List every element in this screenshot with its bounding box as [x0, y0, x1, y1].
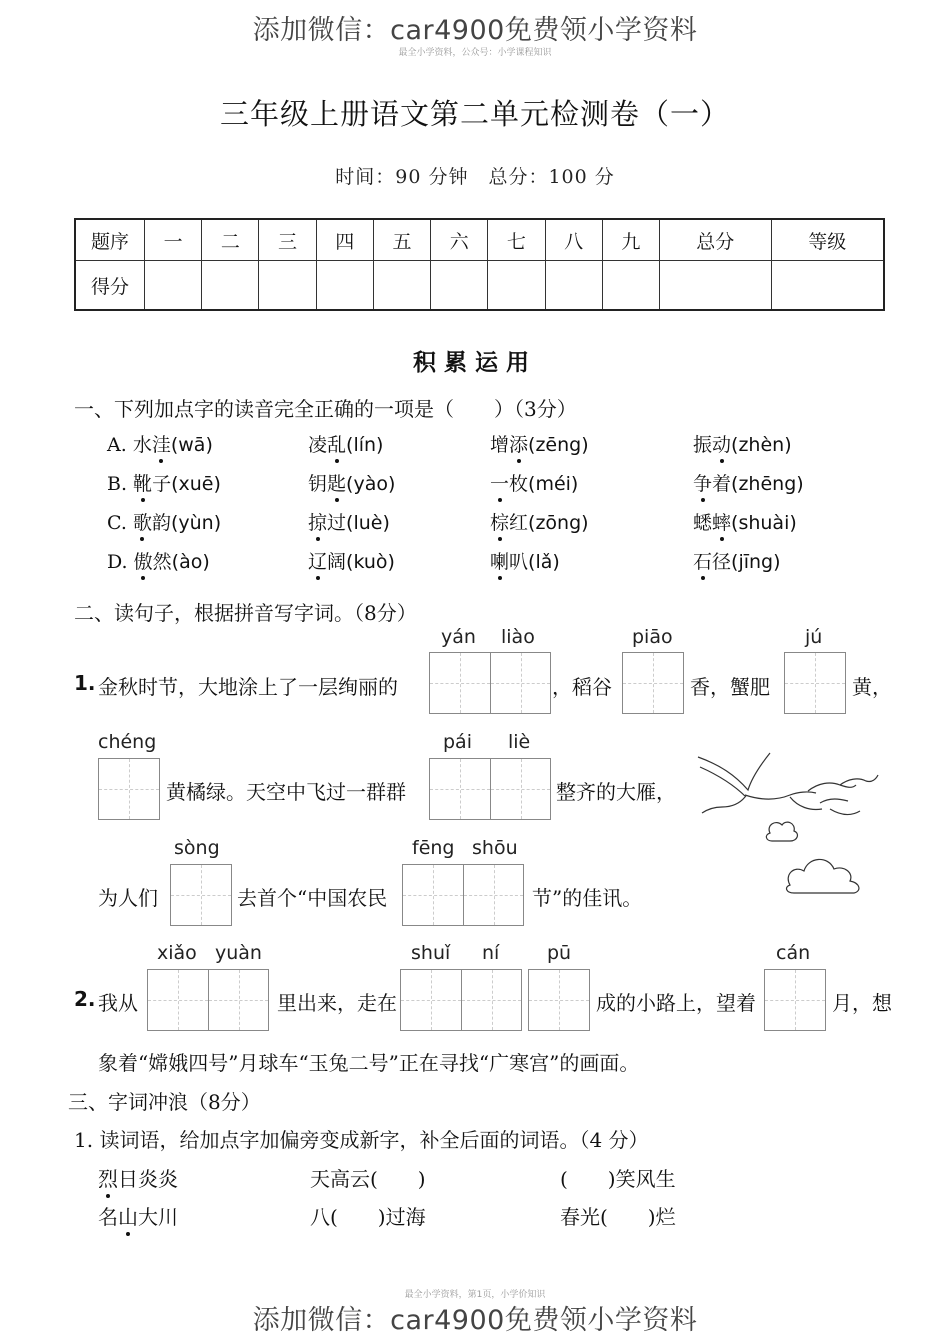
q2-text: 节”的佳讯。 [532, 886, 643, 910]
char-grid-1[interactable] [98, 758, 160, 820]
q1-option [693, 430, 792, 457]
dotted-char: 山 [118, 1205, 138, 1229]
q3-sub1: 1. 读词语，给加点字加偏旁变成新字，补全后面的词语。（4 分） [74, 1128, 649, 1152]
word-part: 增 [490, 434, 510, 456]
q1-option [490, 430, 589, 457]
pinyin-ju: jú [805, 626, 823, 648]
pinyin-yuan: yuàn [215, 942, 262, 964]
score-cell[interactable] [145, 261, 202, 311]
pinyin-reading: (shuài) [731, 512, 797, 534]
q3-word-pre: 名 [98, 1205, 118, 1229]
watermark-top: 添加微信：car4900免费领小学资料 [252, 15, 698, 46]
pinyin-reading: (zōng) [528, 512, 589, 534]
q1-option [107, 547, 210, 574]
q2-item-2-number: 2. [74, 987, 96, 1011]
q1-title: 一、下列加点字的读音完全正确的一项是（ ）（3分） [74, 397, 577, 421]
dotted-char: 傲 [133, 551, 153, 573]
dotted-char: 争 [693, 473, 713, 495]
word-part: 振 [693, 434, 713, 456]
pinyin-cheng: chéng [98, 731, 157, 753]
char-grid-1[interactable] [528, 969, 590, 1031]
page-title: 三年级上册语文第二单元检测卷（一） [219, 97, 730, 131]
pinyin-reading: (méi) [528, 473, 579, 495]
q3-blank-item[interactable]: 八( )过海 [310, 1205, 426, 1229]
pinyin-piao: piāo [632, 626, 673, 648]
q3-word-rest: 大川 [138, 1205, 178, 1229]
pinyin-reading: (yùn) [170, 512, 222, 534]
pinyin-feng: fēng [412, 837, 455, 859]
goose-icon [830, 809, 860, 815]
score-cell[interactable] [373, 261, 430, 311]
word-part: 子 [152, 473, 172, 495]
char-grid-1[interactable] [764, 969, 826, 1031]
pinyin-reading: (zēng) [528, 434, 589, 456]
word-part: 过 [327, 512, 347, 534]
q1-option [308, 430, 383, 457]
option-letter: A. [107, 434, 133, 456]
char-grid-2[interactable] [429, 652, 551, 714]
score-table-header-cell: 一 [145, 219, 202, 261]
score-table-score-row [75, 261, 884, 311]
dotted-char: 歌 [132, 512, 152, 534]
option-letter: D. [107, 551, 134, 573]
q2-text: 为人们 [98, 886, 158, 910]
q2-item-1-number: 1. [74, 671, 96, 695]
dotted-char: 一 [490, 473, 510, 495]
cloud-icon [787, 859, 859, 893]
score-table-header-cell: 总分 [659, 219, 771, 261]
score-table-header-label: 题序 [75, 219, 145, 261]
dotted-char: 烈 [98, 1167, 118, 1191]
pinyin-xiao: xiǎo [157, 942, 197, 964]
exam-meta: 时间：90 分钟 总分：100 分 [335, 166, 615, 188]
q3-blank-item[interactable]: ( )笑风生 [560, 1167, 676, 1191]
pinyin-pai: pái [443, 731, 472, 753]
q2-text: ，稻谷 [552, 675, 612, 699]
score-cell[interactable] [602, 261, 659, 311]
pinyin-reading: (lín) [346, 434, 384, 456]
q3-title: 三、字词冲浪（8分） [68, 1090, 261, 1114]
char-grid-2[interactable] [400, 969, 522, 1031]
option-letter: B. [107, 473, 134, 495]
cloud-icon [766, 822, 797, 841]
q1-option [490, 547, 560, 574]
dotted-char: 掠 [308, 512, 328, 534]
score-table-header-cell: 八 [545, 219, 602, 261]
pinyin-reading: (zhèn) [731, 434, 792, 456]
pinyin-reading: (jīng) [731, 551, 781, 573]
word-part: 钥 [308, 473, 328, 495]
char-grid-1[interactable] [170, 864, 232, 926]
dotted-char: 石 [693, 551, 713, 573]
word-part: 蟋 [693, 512, 713, 534]
pinyin-can: cán [776, 942, 811, 964]
pinyin-reading: (kuò) [346, 551, 395, 573]
geese-illustration [690, 745, 880, 895]
dotted-char: 动 [712, 434, 732, 456]
score-cell[interactable] [659, 261, 771, 311]
score-row-label: 得分 [75, 261, 145, 311]
word-part: 着 [712, 473, 732, 495]
pinyin-shui: shuǐ [411, 942, 451, 964]
q3-blank-item[interactable]: 天高云( ) [310, 1167, 426, 1191]
char-grid-2[interactable] [402, 864, 524, 926]
word-part: 叭 [509, 551, 529, 573]
goose-body-icon [745, 792, 816, 799]
score-table-header-cell: 三 [259, 219, 316, 261]
pinyin-pu: pū [547, 942, 572, 964]
goose-wing-icon [700, 767, 746, 797]
pinyin-reading: (zhēng) [731, 473, 804, 495]
q3-blank-item[interactable]: 春光( )烂 [560, 1205, 676, 1229]
score-cell[interactable] [771, 261, 884, 311]
q1-option [107, 469, 221, 496]
faint-header: 最全小学资料，公众号：小学课程知识 [398, 48, 552, 58]
char-grid-1[interactable] [622, 652, 684, 714]
goose-icon [840, 775, 878, 785]
q1-option [308, 508, 390, 535]
q2-text: 香，蟹肥 [690, 675, 770, 699]
score-table [74, 218, 885, 311]
goose-icon [808, 783, 856, 791]
score-table-header-cell: 二 [202, 219, 259, 261]
pinyin-shou: shōu [472, 837, 518, 859]
dotted-char: 添 [509, 434, 529, 456]
q3-word [98, 1201, 178, 1230]
word-part: 然 [152, 551, 172, 573]
score-table-header-cell: 四 [316, 219, 373, 261]
goose-tail-icon [702, 797, 745, 813]
pinyin-reading: (wā) [170, 434, 213, 456]
word-part: 枚 [509, 473, 529, 495]
q3-word [98, 1163, 178, 1192]
option-letter: C. [107, 512, 133, 534]
q1-option [308, 469, 395, 496]
word-part: 凌 [308, 434, 328, 456]
score-cell[interactable] [488, 261, 545, 311]
pinyin-reading: (lǎ) [528, 551, 560, 573]
pinyin-yan: yán [441, 626, 476, 648]
pinyin-reading: (yào) [346, 473, 396, 495]
dotted-char: 喇 [490, 551, 510, 573]
q2-text: 成的小路上，望着 [596, 991, 756, 1015]
q1-option [107, 508, 221, 535]
char-grid-1[interactable] [784, 652, 846, 714]
word-part: 韵 [151, 512, 171, 534]
q1-option [490, 508, 589, 535]
pinyin-reading: (ào) [171, 551, 210, 573]
score-cell[interactable] [431, 261, 488, 311]
faint-footer: 最全小学资料，第1页，小学价知识 [404, 1290, 546, 1300]
word-part: 红 [509, 512, 529, 534]
dotted-char: 蟀 [712, 512, 732, 534]
word-part: 水 [132, 434, 152, 456]
score-cell[interactable] [545, 261, 602, 311]
pinyin-liao: liào [501, 626, 535, 648]
pinyin-song: sòng [174, 837, 220, 859]
q1-option [693, 547, 781, 574]
pinyin-lie: liè [508, 731, 531, 753]
dotted-char: 辽 [308, 551, 328, 573]
q2-text: 我从 [98, 991, 138, 1015]
q2-text: 月，想 [832, 991, 892, 1015]
dotted-char: 靴 [133, 473, 153, 495]
score-table-header-cell: 等级 [771, 219, 884, 261]
score-cell[interactable] [259, 261, 316, 311]
q2-text: 金秋时节，大地涂上了一层绚丽的 [98, 675, 398, 699]
score-cell[interactable] [316, 261, 373, 311]
score-table-header-cell: 七 [488, 219, 545, 261]
q1-option [308, 547, 395, 574]
section-heading: 积累运用 [413, 350, 537, 376]
dotted-char: 洼 [151, 434, 171, 456]
q1-option [693, 469, 804, 496]
score-table-header-row [75, 219, 884, 261]
q2-text: 里出来，走在 [277, 991, 397, 1015]
watermark-bottom: 添加微信：car4900免费领小学资料 [252, 1305, 698, 1336]
q2-text: 象着“嫦娥四号”月球车“玉兔二号”正在寻找“广寒宫”的画面。 [98, 1051, 640, 1075]
score-table-header-cell: 六 [431, 219, 488, 261]
q2-title: 二、读句子，根据拼音写字词。（8分） [74, 601, 417, 625]
word-part: 阔 [327, 551, 347, 573]
q2-text: 去首个“中国农民 [237, 886, 388, 910]
pinyin-reading: (xuē) [171, 473, 221, 495]
dotted-char: 匙 [327, 473, 347, 495]
dotted-char: 乱 [327, 434, 347, 456]
q1-option [490, 469, 578, 496]
dotted-char: 棕 [490, 512, 510, 534]
q2-text: 整齐的大雁， [556, 780, 676, 804]
word-part: 径 [712, 551, 732, 573]
goose-icon [820, 799, 848, 803]
score-table-header-cell: 九 [602, 219, 659, 261]
score-table-header-cell: 五 [373, 219, 430, 261]
goose-icon [790, 797, 822, 810]
char-grid-2[interactable] [429, 758, 551, 820]
q1-option [693, 508, 797, 535]
char-grid-2[interactable] [147, 969, 269, 1031]
q2-text: 黄， [852, 675, 892, 699]
pinyin-ni: ní [482, 942, 500, 964]
q3-word-rest: 日炎炎 [118, 1167, 178, 1191]
pinyin-reading: (luè) [346, 512, 390, 534]
q2-text: 黄橘绿。天空中飞过一群群 [166, 780, 406, 804]
q1-option [107, 430, 213, 457]
score-cell[interactable] [202, 261, 259, 311]
